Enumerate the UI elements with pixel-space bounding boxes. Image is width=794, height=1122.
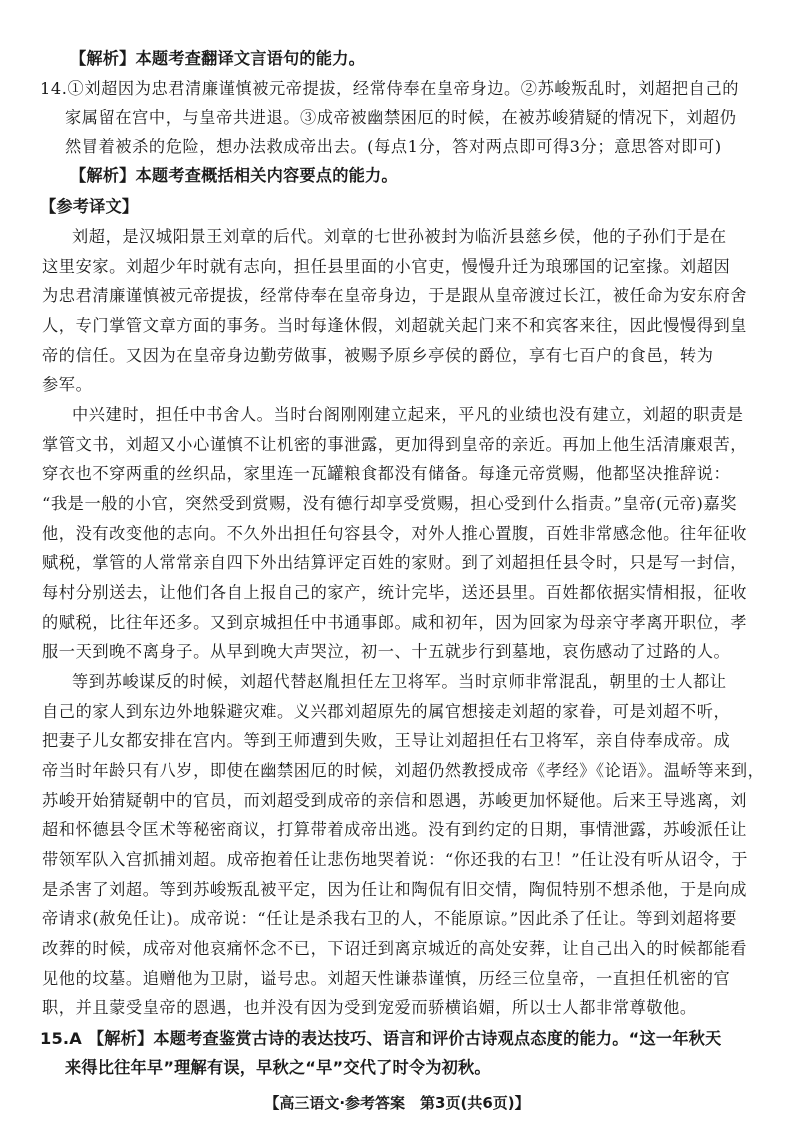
translation-line: “我是一般的小官，突然受到赏赐，没有德行却享受赏赐，担心受到什么指责。”皇帝(元帝)嘉奖 bbox=[42, 494, 737, 513]
translation-line: 穿衣也不穿两重的丝织品，家里连一瓦罐粮食都没有储备。每逢元帝赏赐，他都坚决推辞说： bbox=[42, 464, 731, 483]
translation-line: 这里安家。刘超少年时就有志向，担任县里面的小官吏，慢慢升迁为琅琊国的记室掾。刘超因 bbox=[42, 257, 731, 276]
translation-line: 掌管文书，刘超又小心谨慎不让机密的事泄露，更加得到皇帝的亲近。再加上他生活清廉艰苦， bbox=[42, 435, 748, 454]
page-footer: 【高三语文·参考答案 第3页(共6页)】 bbox=[264, 1094, 530, 1112]
translation-line: 赋税，掌管的人常常亲自四下外出结算评定百姓的家财。到了刘超担任县令时，只是写一封信， bbox=[42, 553, 748, 572]
q13-analysis: 【解析】本题考查翻译文言语句的能力。 bbox=[70, 49, 365, 68]
reference-translation-title: 【参考译文】 bbox=[40, 197, 139, 216]
translation-line: 服一天到晚不离身子。从早到晚大声哭泣，初一、十五就步行到墓地，哀伤感动了过路的人。 bbox=[42, 642, 731, 661]
q14-answer-line-2: 家属留在宫中，与皇帝共进退。③成帝被幽禁困厄的时候，在被苏峻猜疑的情况下，刘超仍 bbox=[65, 108, 737, 127]
translation-line: 他，没有改变他的志向。不久外出担任句容县令，对外人推心置腹，百姓非常感念他。往年征收 bbox=[42, 524, 748, 543]
q15-answer-line-1: 15.A 【解析】本题考查鉴赏古诗的表达技巧、语言和评价古诗观点态度的能力。“这一年秋天 bbox=[40, 1029, 722, 1048]
translation-line: 每村分别送去，让他们各自上报自己的家产，统计完毕，送还县里。百姓都依据实情相报，征收 bbox=[42, 583, 748, 602]
translation-line: 见他的坟墓。追赠他为卫尉，谥号忠。刘超天性谦恭谨慎，历经三位皇帝，一直担任机密的官 bbox=[42, 969, 731, 988]
translation-line: 带领军队入宫抓捕刘超。成帝抱着任让悲伤地哭着说：“你还我的右卫！”任让没有听从诏令，于 bbox=[42, 850, 749, 869]
translation-line: 改葬的时候，成帝对他哀痛怀念不已，下诏迁到离京城近的高处安葬，让自己出入的时候都能看 bbox=[42, 939, 748, 958]
q14-answer-line-3: 然冒着被杀的危险，想办法救成帝出去。(每点1分，答对两点即可得3分；意思答对即可) bbox=[65, 137, 722, 156]
translation-line: 把妻子儿女都安排在宫内。等到王师遭到失败，王导让刘超担任右卫将军，亲自侍奉成帝。成 bbox=[42, 731, 731, 750]
translation-line: 人，专门掌管文章方面的事务。当时每逢休假，刘超就关起门来不和宾客来往，因此慢慢得到皇 bbox=[42, 316, 748, 335]
translation-line: 是杀害了刘超。等到苏峻叛乱被平定，因为任让和陶侃有旧交情，陶侃特别不想杀他，于是向成 bbox=[42, 880, 748, 899]
q14-answer-line-1: 14.①刘超因为忠君清廉谨慎被元帝提拔，经常侍奉在皇帝身边。②苏峻叛乱时，刘超把自己的 bbox=[40, 79, 740, 98]
translation-line: 帝的信任。又因为在皇帝身边勤劳做事，被赐予原乡亭侯的爵位，享有七百户的食邑，转为 bbox=[42, 346, 714, 365]
translation-line: 为忠君清廉谨慎被元帝提拔，经常侍奉在皇帝身边，于是跟从皇帝渡过长江，被任命为安东府舍 bbox=[42, 286, 748, 305]
translation-line: 帝请求(赦免任让)。成帝说：“任让是杀我右卫的人，不能原谅。”因此杀了任让。等到刘超将要 bbox=[42, 909, 737, 928]
translation-line: 职，并且蒙受皇帝的恩遇，也并没有因为受到宠爱而骄横谄媚，所以士人都非常尊敬他。 bbox=[42, 998, 697, 1017]
q15-answer-line-2: 来得比往年早”理解有误，早秋之“早”交代了时令为初秋。 bbox=[65, 1058, 491, 1077]
translation-line: 超和怀德县令匡术等秘密商议，打算带着成帝出逃。没有到约定的日期，事情泄露，苏峻派任让 bbox=[42, 820, 748, 839]
translation-line: 自己的家人到东边外地躲避灾难。义兴郡刘超原先的属官想接走刘超的家眷，可是刘超不听， bbox=[42, 702, 731, 721]
translation-line: 帝当时年龄只有八岁，即使在幽禁困厄的时候，刘超仍然教授成帝《孝经》《论语》。温峤等来到， bbox=[42, 761, 765, 780]
translation-line: 的赋税，比往年还多。又到京城担任中书通事郎。咸和初年，因为回家为母亲守孝离开职位，孝 bbox=[42, 613, 748, 632]
translation-line: 苏峻开始猜疑朝中的官员，而刘超受到成帝的亲信和恩遇，苏峻更加怀疑他。后来王导逃离，刘 bbox=[42, 791, 748, 810]
translation-line: 参军。 bbox=[42, 375, 93, 394]
q14-analysis: 【解析】本题考查概括相关内容要点的能力。 bbox=[70, 166, 398, 185]
translation-line: 中兴建时，担任中书舍人。当时台阁刚刚建立起来，平凡的业绩也没有建立，刘超的职责是 bbox=[72, 405, 744, 424]
translation-line: 刘超，是汉城阳景王刘章的后代。刘章的七世孙被封为临沂县慈乡侯，他的子孙们于是在 bbox=[72, 227, 727, 246]
translation-line: 等到苏峻谋反的时候，刘超代替赵胤担任左卫将军。当时京师非常混乱，朝里的士人都让 bbox=[72, 672, 727, 691]
